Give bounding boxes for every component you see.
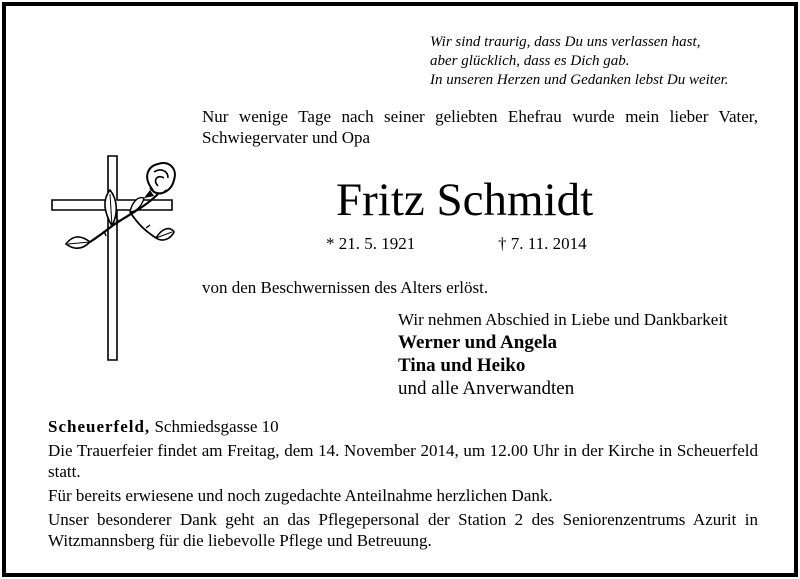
mourners-block (398, 309, 778, 400)
relatives-line: und alle Anverwandten (398, 378, 575, 399)
family-name: Werner und Angela (398, 332, 558, 353)
thanks-text: Für bereits erwiesene und noch zugedachte Anteilnahme herzlichen Dank. (48, 486, 553, 505)
address-place: Scheuerfeld, (48, 417, 151, 436)
address-street: Schmiedsgasse 10 (150, 417, 279, 436)
motto-line: aber glücklich, dass es Dich gab. (430, 53, 630, 69)
released-text: von den Beschwernissen des Alters erlöst. (202, 278, 489, 297)
motto-verse (430, 33, 790, 90)
special-thanks-text: Unser besonderer Dank geht an das Pflegepersonal der Station 2 des Seniorenzentrums Azurit in Witzmannsberg für die liebevolle Pflege und Betreuung. (48, 510, 758, 550)
deceased-name: Fritz Schmidt (336, 174, 594, 226)
birth-date: * 21. 5. 1921 (326, 234, 416, 253)
death-date: † 7. 11. 2014 (498, 234, 587, 253)
obituary-notice (2, 2, 798, 577)
farewell-line: Wir nehmen Abschied in Liebe und Dankbarkeit (398, 310, 728, 329)
funeral-info: Die Trauerfeier findet am Freitag, dem 14. November 2014, um 12.00 Uhr in der Kirche in Scheuerfeld statt. (48, 441, 758, 481)
cross-with-rose-icon (46, 146, 176, 366)
intro-text: Nur wenige Tage nach seiner geliebten Ehefrau wurde mein lieber Vater, Schwiegervater und Opa (202, 107, 758, 147)
address-line (48, 416, 758, 437)
family-name: Tina und Heiko (398, 355, 526, 376)
motto-line: Wir sind traurig, dass Du uns verlassen hast, (430, 34, 701, 50)
service-details (48, 416, 758, 554)
motto-line: In unseren Herzen und Gedanken lebst Du weiter. (430, 72, 729, 88)
